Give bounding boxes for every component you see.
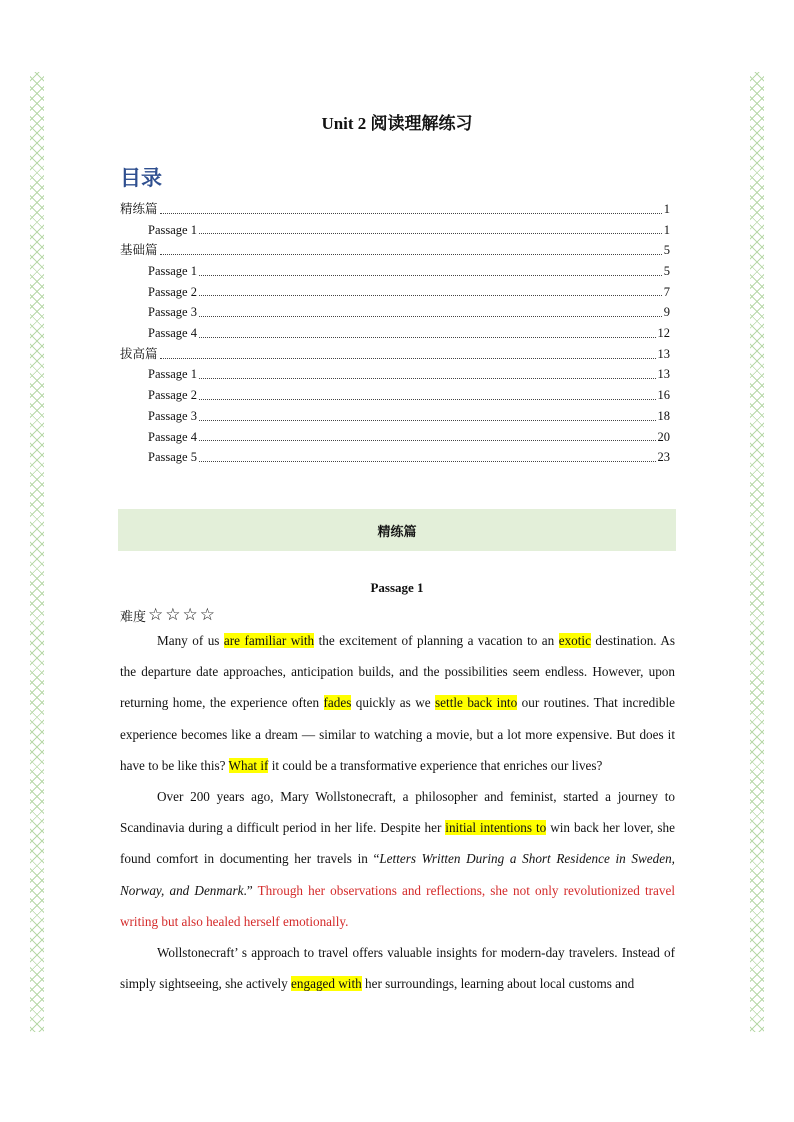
passage-paragraph	[120, 937, 675, 999]
text-run: our routines. That incredible experience becomes like a dream — similar to watching a movie, but a lot more expensive. But does it have to be like this?	[120, 695, 675, 773]
toc-entry[interactable]	[120, 344, 670, 365]
toc-entry[interactable]	[120, 385, 670, 406]
text-run: it could be a transformative experience that enriches our lives?	[268, 757, 603, 773]
text-run: Over 200 years ago, Mary Wollstonecraft, a philosopher and feminist, started a journey to Scandinavia during a difficult period in her life. Despite her	[120, 789, 675, 836]
text-run: destination. As the departure date approaches, anticipation builds, and the possibilities seem endless. However, upon returning home, the experience often	[120, 633, 675, 711]
toc-entry-label: 拔高篇	[120, 346, 158, 361]
toc-entry[interactable]	[120, 240, 670, 261]
toc-entry-label: Passage 3	[148, 408, 197, 423]
highlighted-phrase: engaged with	[291, 976, 362, 992]
difficulty-stars	[148, 605, 217, 625]
toc-entry[interactable]	[120, 447, 670, 468]
toc-entry-page: 13	[657, 367, 670, 382]
toc-leader-dots	[199, 440, 656, 441]
difficulty-rating	[120, 605, 217, 625]
toc-leader-dots	[199, 316, 662, 317]
toc-entry[interactable]	[120, 323, 670, 344]
toc-entry[interactable]	[120, 406, 670, 427]
toc-leader-dots	[199, 295, 662, 296]
highlighted-phrase: fades	[323, 695, 352, 711]
section-title: 精练篇	[377, 524, 417, 540]
toc-entry-label: Passage 1	[148, 264, 197, 279]
text-run: quickly as we	[351, 695, 436, 711]
toc-entry-label: Passage 2	[148, 388, 197, 403]
toc-leader-dots	[160, 358, 656, 359]
text-run: win back her lover, she found comfort in documenting her travels in “	[120, 820, 675, 867]
highlighted-phrase: initial intentions to	[445, 820, 547, 836]
toc-entry-page: 20	[657, 429, 670, 444]
toc-entry-label: 精练篇	[120, 201, 158, 216]
toc-entry-page: 18	[657, 408, 670, 423]
toc-entry-page: 7	[663, 284, 670, 299]
star-icon: ☆	[165, 605, 181, 625]
toc-entry-page: 1	[663, 222, 670, 237]
toc-entry[interactable]	[120, 199, 670, 220]
star-icon: ☆	[148, 605, 164, 625]
text-run: Many of us	[157, 633, 224, 648]
toc-entry-label: Passage 4	[148, 429, 197, 444]
toc-leader-dots	[199, 337, 656, 338]
toc-entry-label: Passage 5	[148, 450, 197, 465]
toc-leader-dots	[160, 254, 662, 255]
toc-entry-page: 16	[657, 388, 670, 403]
passage-body	[120, 625, 675, 999]
toc-leader-dots	[199, 378, 656, 379]
highlighted-phrase: settle back into	[435, 695, 518, 711]
toc-entry-label: Passage 1	[148, 367, 197, 382]
text-run: .”	[243, 882, 258, 898]
toc-entry[interactable]	[120, 220, 670, 241]
toc-entry-label: Passage 1	[148, 222, 197, 237]
toc-entry-label: Passage 4	[148, 326, 197, 341]
toc-entry[interactable]	[120, 427, 670, 448]
page-title: Unit 2 阅读理解练习	[321, 114, 473, 133]
toc-entry-page: 13	[657, 346, 670, 361]
toc-entry-page: 5	[663, 264, 670, 279]
decorative-border-left	[30, 72, 44, 1032]
difficulty-label: 难度	[120, 608, 147, 624]
toc-entry-page: 1	[663, 201, 670, 216]
toc-leader-dots	[199, 420, 656, 421]
toc-entry-label: Passage 3	[148, 305, 197, 320]
toc-entry-page: 5	[663, 243, 670, 258]
toc-entry-page: 9	[663, 305, 670, 320]
toc-entry-page: 12	[657, 326, 670, 341]
section-header	[118, 509, 676, 551]
passage-title: Passage 1	[370, 580, 424, 595]
text-run: her surroundings, learning about local customs and	[361, 976, 635, 992]
decorative-border-right	[750, 72, 764, 1032]
toc-entry[interactable]	[120, 282, 670, 303]
toc-entry-label: Passage 2	[148, 284, 197, 299]
text-run: the excitement of planning a vacation to an	[314, 633, 559, 648]
toc-entry[interactable]	[120, 365, 670, 386]
emphasized-sentence: Through her observations and reflections, she not only revolutionized travel writing but also healed herself emotionally.	[120, 882, 675, 929]
highlighted-phrase: exotic	[558, 633, 591, 648]
passage-paragraph	[120, 625, 675, 781]
passage-paragraph	[120, 781, 675, 937]
highlighted-phrase: are familiar with	[223, 633, 315, 648]
star-icon: ☆	[199, 605, 216, 625]
toc-entry-page: 23	[657, 450, 670, 465]
toc-leader-dots	[199, 399, 656, 400]
table-of-contents	[120, 199, 670, 468]
toc-heading: 目录	[120, 166, 162, 190]
text-run: Wollstonecraft’ s approach to travel offers valuable insights for modern-day travelers. Instead of simply sightseeing, she actively	[120, 945, 675, 992]
highlighted-phrase: What if	[228, 757, 269, 773]
toc-entry-label: 基础篇	[120, 243, 158, 258]
star-icon: ☆	[182, 605, 198, 625]
book-title: Letters Written During a Short Residence in Sweden, Norway, and Denmark	[120, 851, 675, 898]
toc-leader-dots	[160, 213, 662, 214]
toc-leader-dots	[199, 275, 662, 276]
toc-leader-dots	[199, 461, 656, 462]
toc-leader-dots	[199, 233, 662, 234]
toc-entry[interactable]	[120, 302, 670, 323]
toc-entry[interactable]	[120, 261, 670, 282]
